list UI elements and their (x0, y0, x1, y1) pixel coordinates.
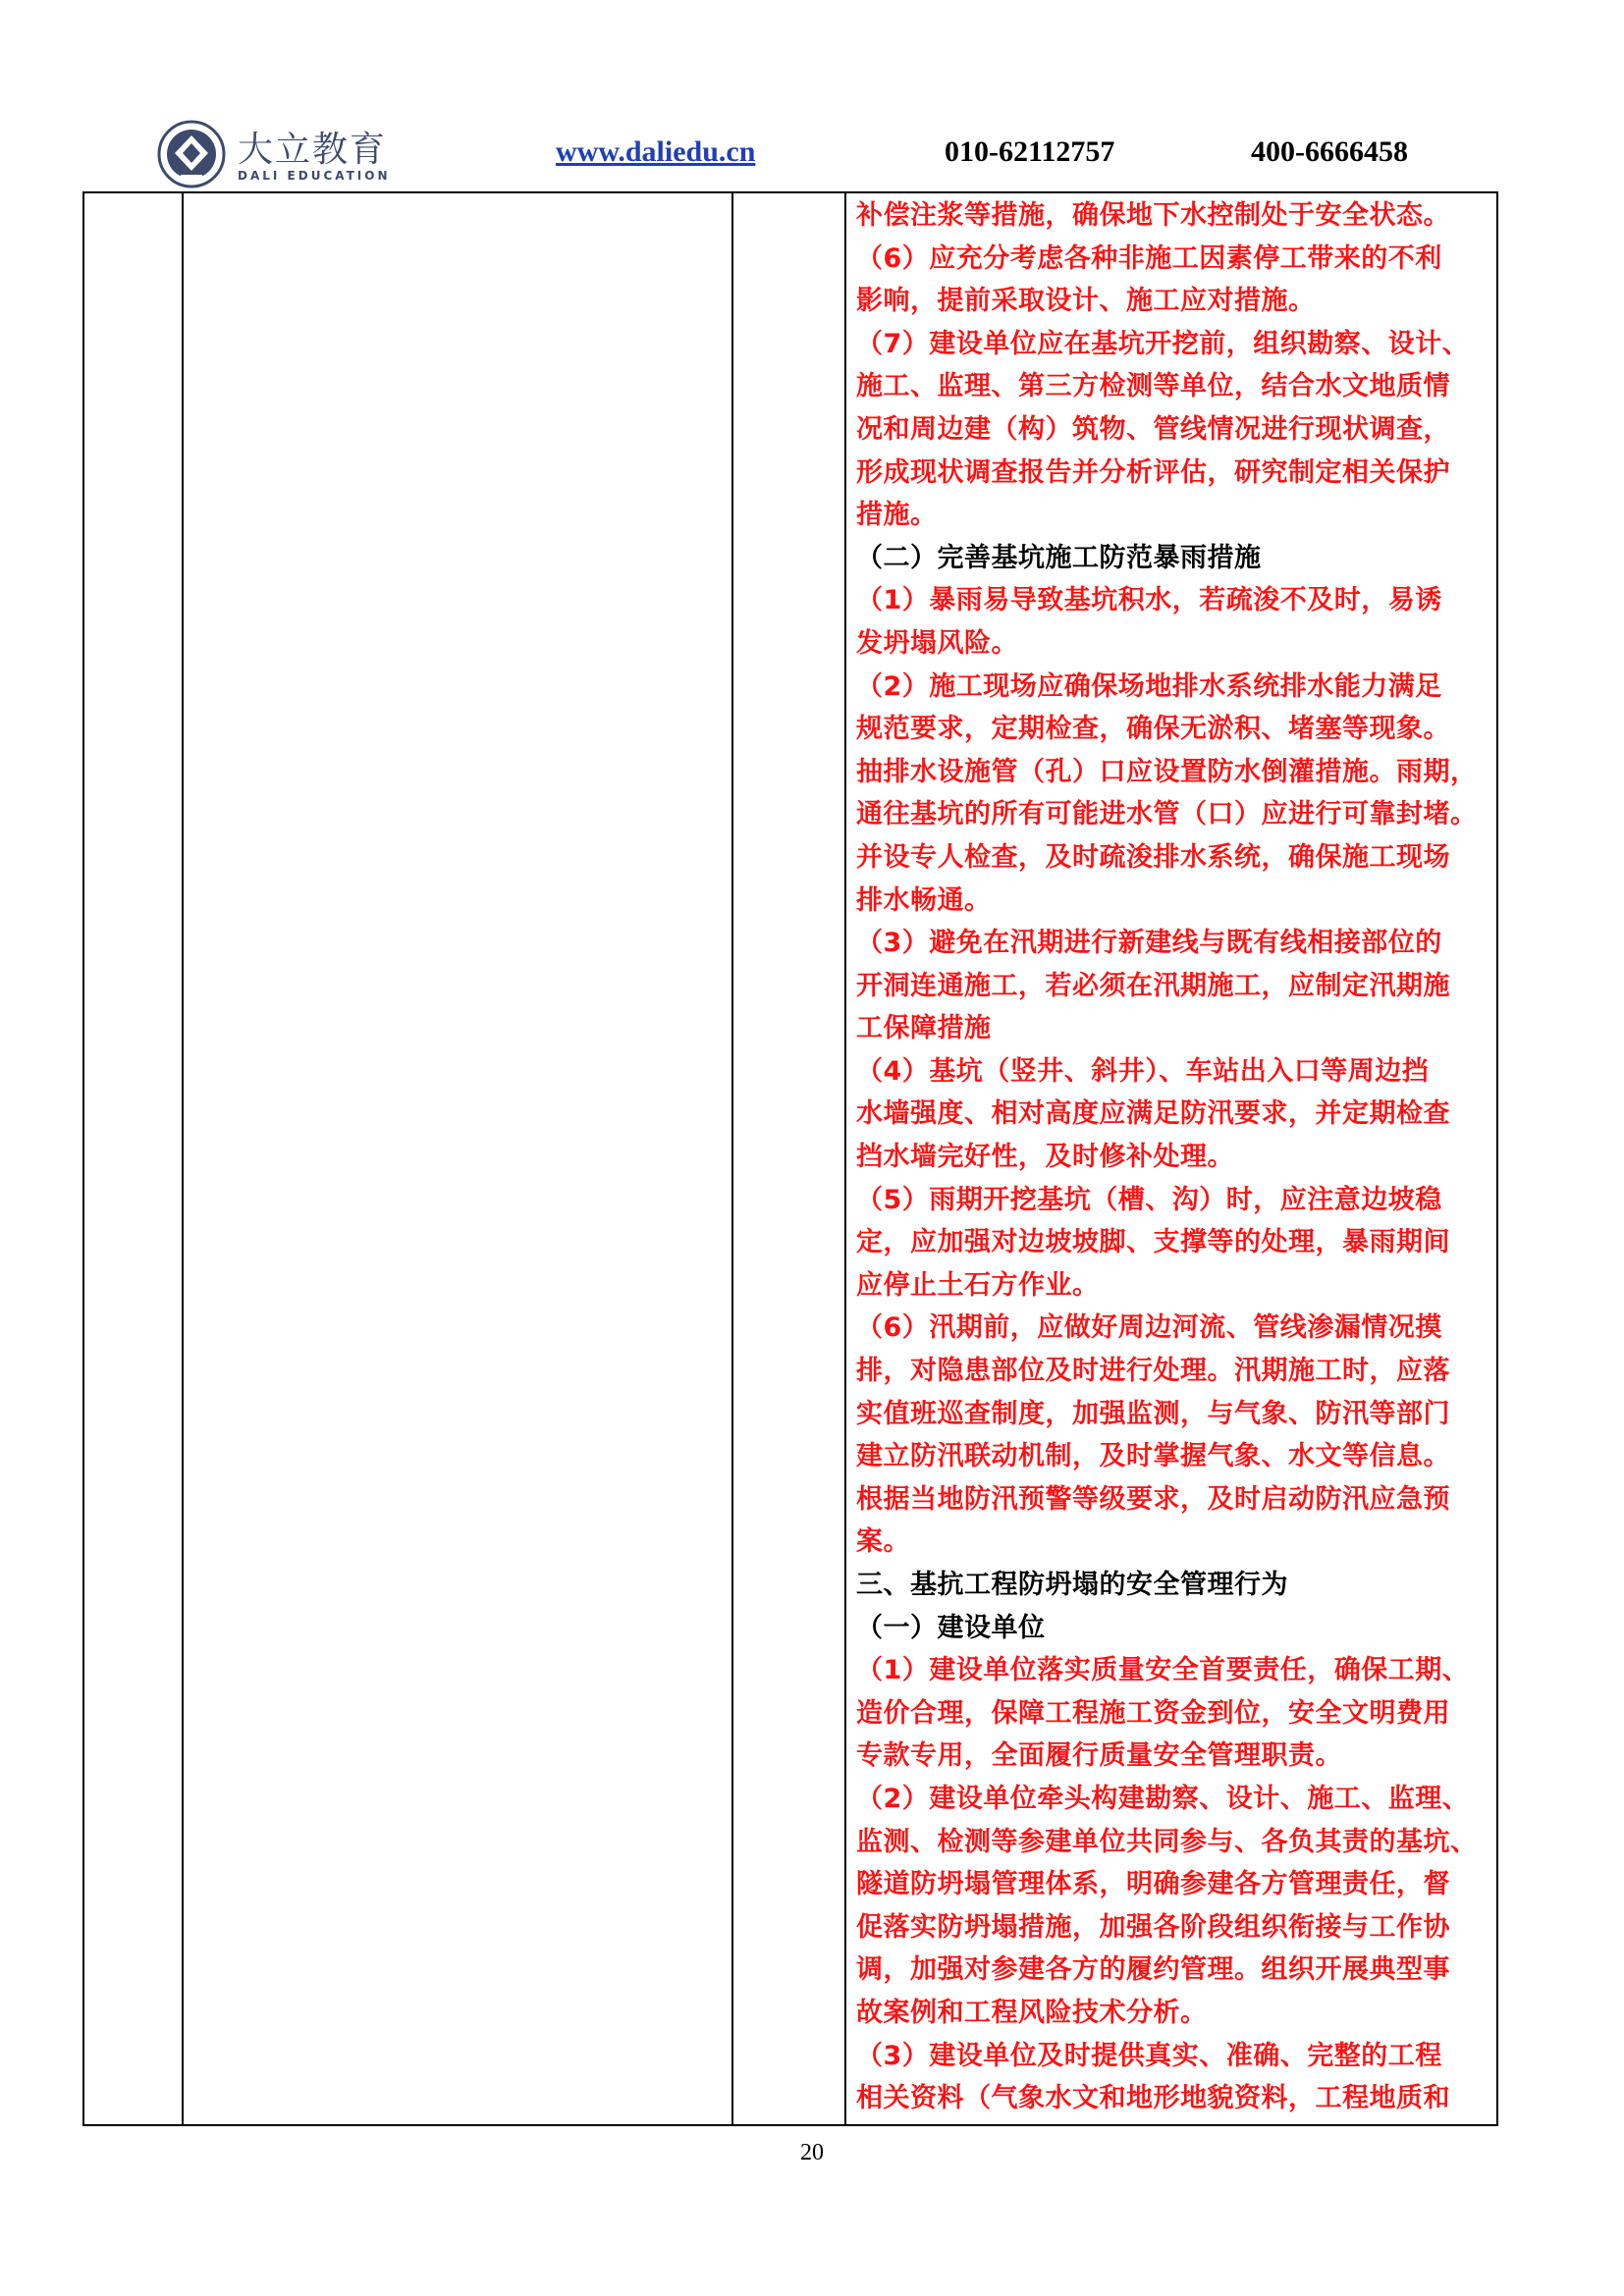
logo-english-name: DALI EDUCATION (238, 169, 391, 183)
text-line: 影响，提前采取设计、施工应对措施。 (856, 286, 1316, 317)
text-line: 抽排水设施管（孔）口应设置防水倒灌措施。雨期， (856, 756, 1478, 787)
text-line: （4）基坑（竖井、斜井）、车站出入口等周边挡 (856, 1055, 1430, 1087)
text-line: 调，加强对参建各方的履约管理。组织开展典型事 (856, 1954, 1450, 1986)
table-column-divider (182, 193, 184, 2124)
text-line: 工保障措施 (856, 1013, 992, 1044)
text-line: 造价合理，保障工程施工资金到位，安全文明费用 (856, 1697, 1450, 1729)
text-line: 挡水墙完好性，及时修补处理。 (856, 1142, 1234, 1173)
text-line: （3）建设单位及时提供真实、准确、完整的工程 (856, 2040, 1442, 2071)
table-column-divider (844, 193, 846, 2124)
text-line: 并设专人检查，及时疏浚排水系统，确保施工现场 (856, 841, 1450, 873)
dali-emblem-icon (157, 120, 226, 188)
page-header (0, 0, 1624, 196)
text-line: 监测、检测等参建单位共同参与、各负其责的基坑、 (856, 1826, 1478, 1857)
text-line: 相关资料（气象水文和地形地貌资料，工程地质和 (856, 2083, 1450, 2114)
text-line: （6）应充分考虑各种非施工因素停工带来的不利 (856, 242, 1442, 274)
text-line: 建立防汛联动机制，及时掌握气象、水文等信息。 (856, 1441, 1450, 1472)
text-line: （6）汛期前，应做好周边河流、管线渗漏情况摸 (856, 1312, 1442, 1344)
text-line: 三、基抗工程防坍塌的安全管理行为 (856, 1570, 1288, 1600)
text-line: 通往基坑的所有可能进水管（口）应进行可靠封堵。 (856, 799, 1478, 830)
table-column-divider (731, 193, 733, 2124)
text-line: （7）建设单位应在基坑开挖前，组织勘察、设计、 (856, 328, 1470, 359)
phone-number-2: 400-6666458 (1251, 135, 1408, 168)
logo-chinese-name: 大立教育 (238, 130, 388, 170)
text-line: 施工、监理、第三方检测等单位，结合水文地质情 (856, 371, 1450, 402)
text-line: 规范要求，定期检查，确保无淤积、堵塞等现象。 (856, 714, 1450, 745)
website-link[interactable]: www.daliedu.cn (556, 135, 756, 168)
dali-logo (157, 120, 393, 190)
text-line: （5）雨期开挖基坑（槽、沟）时，应注意边坡稳 (856, 1184, 1442, 1215)
text-line: 应停止土石方作业。 (856, 1269, 1100, 1301)
table-cell-text (856, 194, 1485, 2120)
text-line: （3）避免在汛期进行新建线与既有线相接部位的 (856, 928, 1442, 959)
text-line: 定，应加强对边坡坡脚、支撑等的处理，暴雨期间 (856, 1227, 1450, 1258)
text-line: 措施。 (856, 500, 938, 531)
text-line: 促落实防坍塌措施，加强各阶段组织衔接与工作协 (856, 1911, 1450, 1943)
text-line: 专款专用，全面履行质量安全管理职责。 (856, 1740, 1342, 1772)
phone-number-1: 010-62112757 (945, 135, 1115, 168)
text-line: 水墙强度、相对高度应满足防汛要求，并定期检查 (856, 1098, 1450, 1130)
page-number: 20 (800, 2140, 824, 2165)
text-line: （1）暴雨易导致基坑积水，若疏浚不及时，易诱 (856, 585, 1442, 616)
text-line: 开洞连通施工，若必须在汛期施工，应制定汛期施 (856, 970, 1450, 1001)
text-line: 发坍塌风险。 (856, 627, 1018, 659)
text-line: 案。 (856, 1526, 910, 1558)
text-line: 实值班巡查制度，加强监测，与气象、防汛等部门 (856, 1398, 1450, 1429)
text-line: 根据当地防汛预警等级要求，及时启动防汛应急预 (856, 1483, 1450, 1515)
text-line: 况和周边建（构）筑物、管线情况进行现状调查， (856, 413, 1450, 445)
text-line: （1）建设单位落实质量安全首要责任，确保工期、 (856, 1655, 1470, 1686)
text-line: （二）完善基坑施工防范暴雨措施 (856, 542, 1262, 573)
text-line: 排水畅通。 (856, 884, 992, 916)
text-line: 补偿注浆等措施，确保地下水控制处于安全状态。 (856, 200, 1450, 231)
text-line: （2）建设单位牵头构建勘察、设计、施工、监理、 (856, 1783, 1470, 1814)
text-line: 故案例和工程风险技术分析。 (856, 1997, 1208, 2028)
text-line: 隧道防坍塌管理体系，明确参建各方管理责任，督 (856, 1869, 1450, 1900)
text-line: （一）建设单位 (856, 1612, 1046, 1643)
text-line: （2）施工现场应确保场地排水系统排水能力满足 (856, 670, 1442, 702)
text-line: 形成现状调查报告并分析评估，研究制定相关保护 (856, 456, 1450, 488)
text-line: 排，对隐患部位及时进行处理。汛期施工时，应落 (856, 1356, 1450, 1387)
